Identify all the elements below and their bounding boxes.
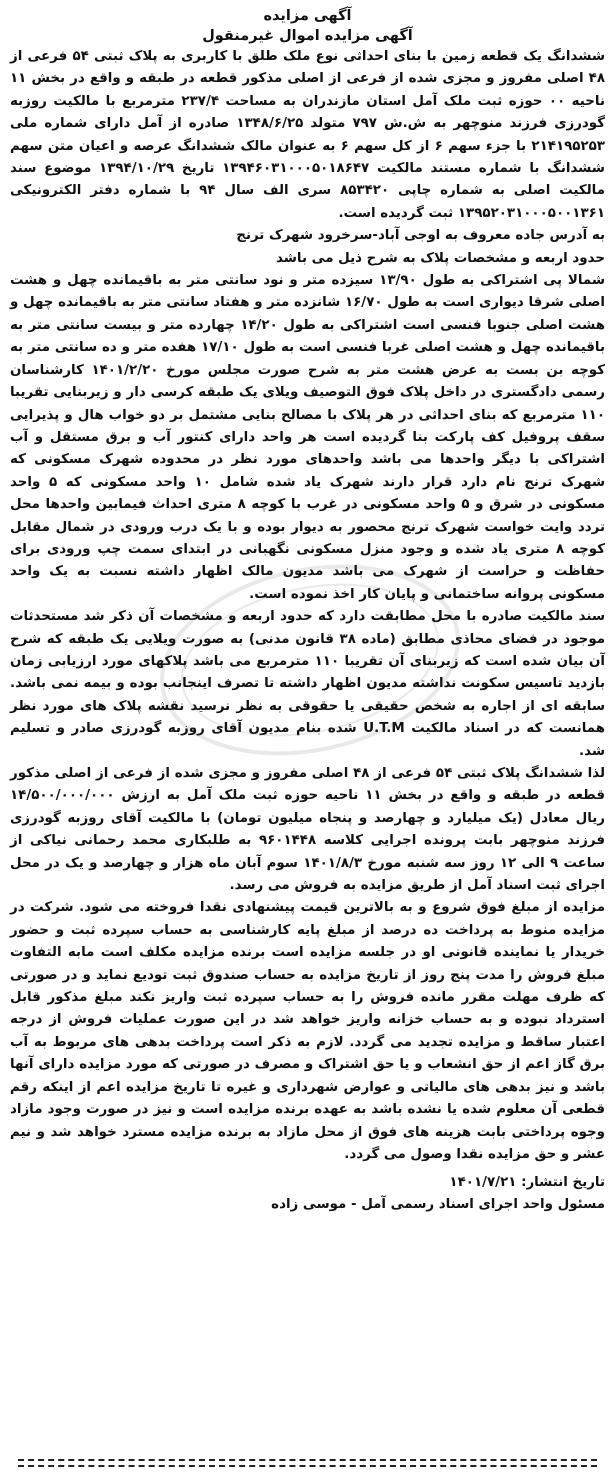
publish-date: تاریخ انتشار: ۱۴۰۱/۷/۲۱ xyxy=(449,1175,605,1191)
notice-footer xyxy=(10,1172,605,1216)
notice-title: آگهی مزایده xyxy=(263,8,352,24)
deed-description: سند مالکیت صادره با محل مطابقت دارد که حدود اربعه و مشخصات آن ذکر شد مستحدثات موجود در فضای محاذی مطابق (ماده ۳۸ قانون مدنی) به صورت ویلایی یک طبقه که شرح آن بیان شده است که زیربنای آن تقریبا ۱۱۰ مترمربع می باشد پلاکهای مورد ارزیابی زمان بازدید تاسیس سکونت نداشته مدیون اظهار داشته تا تصرف اینجانب بوده و بیمه نمی باشد. سابقه ای از اجاره به شخص حقیقی یا حقوقی به نظر نرسید نقشه پلاک های مورد نظر همانست که در اسناد مالکیت U.T.M شده بنام مدیون آقای روزبه گودرزی صادر و تسلیم شد. xyxy=(10,609,606,759)
auction-terms: مزایده از مبلغ فوق شروع و به بالاترین قیمت پیشنهادی نقدا فروخته می شود. شرکت در مزایده منوط به پرداخت ده درصد از مبلغ پایه کارشناسی به حساب سپرده ثبت و حضور خریدار یا نماینده قانونی او در جلسه مزایده است برنده مزایده مکلف است مابه التفاوت مبلغ فروش را مدت پنج روز از تاریخ مزایده به حساب صندوق ثبت تودیع نماید و در صورتی که ظرف مهلت مقرر مانده فروش را به حساب سپرده ثبت واریز نکند مبلغ مذکور قابل استرداد نبوده و به حساب خزانه واریز خواهد شد در این صورت عملیات فروش از درجه اعتبار ساقط و مزایده تجدید می گردد. لازم به ذکر است پرداخت بدهی های مربوط به آب برق گاز اعم از حق انشعاب و یا حق اشتراک و مصرف در صورتی که مورد مزایده دارای آنها باشد و نیز بدهی های مالیاتی و عوارض شهرداری و غیره تا تاریخ مزایده اعم از اینکه رقم قطعی آن معلوم شده یا نشده باشد به عهده برنده مزایده است و نیز در صورت وجود مازاد وجوه پرداختی بابت هزینه های فوق از محل مازاد به برنده مزایده مسترد خواهد شد و نیم عشر و حق مزایده نقدا وصول می گردد. xyxy=(10,900,605,1162)
property-description: ششدانگ یک قطعه زمین با بنای احداثی نوع ملک طلق با کاربری به پلاک ثبتی ۵۴ فرعی از ۴۸ اصلی مفروز و مجزی شده از فرعی از اصلی مذکور قطعه در طبقه و واقع در بخش ۱۱ ناحیه ۰۰ حوزه ثبت ملک آمل استان مازندران به مساحت ۲۳۷/۴ مترمربع با مالکیت روزبه گودرزی فرزند منوچهر به ش.ش ۷۹۷ متولد ۱۳۴۸/۶/۲۵ صادره از آمل دارای شماره ملی ۲۱۴۱۹۵۲۵۳ با جزء سهم ۶ از کل سهم ۶ به عنوان مالک ششدانگ عرصه و اعیان متن سهم ششدانگ با شماره مستند مالکیت ۱۳۹۴۶۰۳۱۰۰۰۵۰۱۸۶۴۷ تاریخ ۱۳۹۴/۱۰/۲۹ موضوع سند مالکیت اصلی به شماره چاپی ۸۵۳۴۲۰ سری الف سال ۹۴ با شماره دفتر الکترونیکی ۱۳۹۵۲۰۳۱۰۰۰۵۰۰۱۳۶۱ ثبت گردیده است. xyxy=(10,49,605,221)
boundaries-heading: حدود اربعه و مشخصات پلاک به شرح ذیل می باشد xyxy=(276,250,605,266)
notice-subtitle: آگهی مزایده اموال غیرمنقول xyxy=(202,28,413,44)
notice-body xyxy=(10,46,605,1166)
auction-details: لذا ششدانگ پلاک ثبتی ۵۴ فرعی از ۴۸ اصلی مفروز و مجزی شده از فرعی از اصلی مذکور قطعه در طبقه و واقع در بخش ۱۱ ناحیه حوزه ثبت ملک آمل به ارزش ۱۴/۵۰۰/۰۰۰/۰۰۰ ریال معادل (یک میلیارد و چهارصد و پنجاه میلیون تومان) با مالکیت آقای روزبه گودرزی فرزند منوچهر بابت پرونده اجرایی کلاسه ۹۶۰۱۴۴۸ به طلبکاری محمد رحمانی نیاکی از ساعت ۹ الی ۱۲ روز سه شنبه مورخ ۱۴۰۱/۸/۳ سوم آبان ماه هزار و چهارصد و یک در محل اجرای ثبت اسناد آمل از طریق مزایده به فروش می رسد. xyxy=(10,766,605,894)
boundaries-description: شمالا پی اشتراکی به طول ۱۳/۹۰ سیزده متر و نود سانتی متر به باقیمانده چهل و هشت اصلی شرقا دیواری است به طول ۱۶/۷۰ شانزده متر و هفتاد سانتی متر به باقیمانده چهل و هشت اصلی جنوبا فنسی است اشتراکی به طول ۱۴/۲۰ چهارده متر و بیست سانتی متر به باقیمانده چهل و هشت اصلی غربا فنسی است به طول ۱۷/۱۰ هفده متر و ده سانتی متر به کوچه بن بست به عرض هشت متر به شرح صورت مجلس مورخ ۱۴۰۱/۲/۲۰ کارشناسان رسمی دادگستری در داخل پلاک فوق التوصیف ویلای یک طبقه کرسی دار و زیربنایی تقریبا ۱۱۰ مترمربع که بنای احداثی در هر پلاک با مصالح بنایی مشتمل بر دو خواب هال و پذیرایی سقف پروفیل کف پارکت بنا گردیده است هر واحد دارای کنتور آب و برق مستقل و آب اشتراکی با دیگر واحدها می باشد واحدهای مورد نظر در محدوده شهرک مسکونی که شهرک ترنج نام دارد قرار دارند شهرک یاد شده شامل ۱۰ واحد مسکونی که ۵ واحد مسکونی در شرق و ۵ واحد مسکونی در غرب با کوچه ۸ متری احداث فیمابین واحدها محل تردد وایت خواست شهرک ترنج محصور به دیوار بوده و با یک درب ورودی در شمال مقابل کوچه ۸ متری یاد شده و وجود منزل مسکونی نگهبانی در ابتدای سمت چپ ورودی برای حفاظت و حراست از شهرک می باشد مدیون مالک اظهار داشته نسبت به یک واحد مسکونی پروانه ساختمانی و پایان کار اخذ نموده است. xyxy=(10,273,606,602)
property-address: به آدرس جاده معروف به اوجی آباد-سرخرود شهرک ترنج xyxy=(236,228,605,244)
signature-line: مسئول واحد اجرای اسناد رسمی آمل - موسی زاده xyxy=(271,1197,605,1213)
bottom-divider xyxy=(18,1459,597,1467)
